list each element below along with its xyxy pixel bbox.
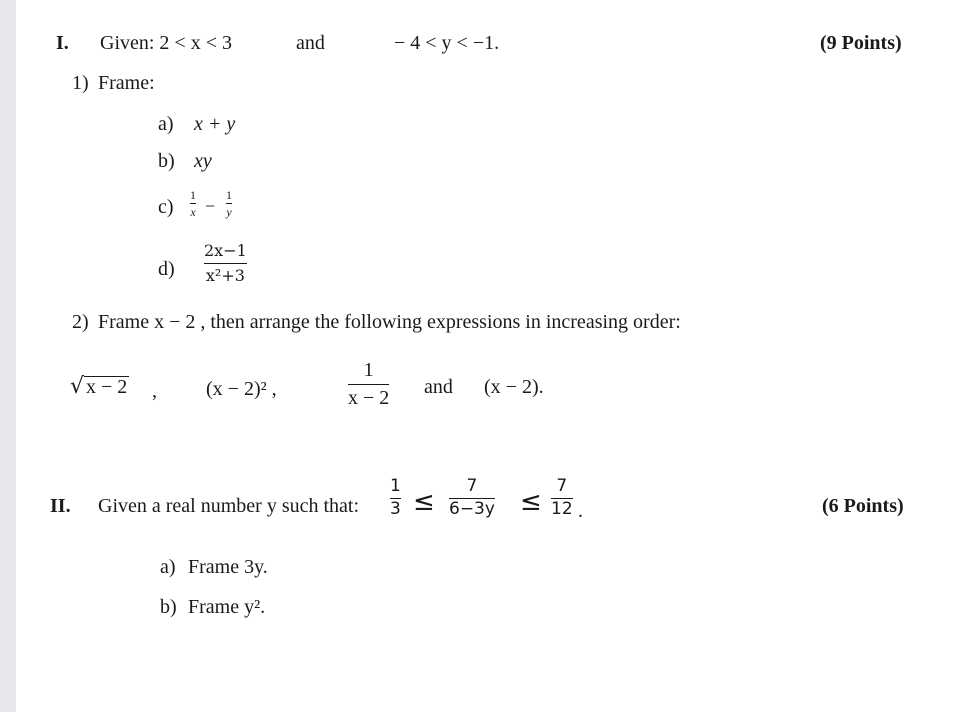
item-c-num-2: 1 (226, 188, 232, 202)
item-c-label: c) (158, 196, 174, 218)
item-a-expr: x + y (194, 113, 236, 135)
expr-sqrt-comma: , (152, 380, 157, 402)
expr-frac-numerator: 1 (363, 359, 374, 381)
item-b-expr: xy (194, 150, 212, 172)
fraction-bar (348, 384, 389, 385)
item-a-label: a) (158, 113, 174, 135)
expr-sqrt-radicand: x − 2 (86, 376, 128, 398)
expr-frac-denominator: x − 2 (348, 387, 390, 409)
section-2-f1-num: 1 (390, 476, 401, 496)
section-1-and: and (296, 32, 325, 54)
section-1-given-x: Given: 2 < x < 3 (100, 32, 232, 54)
section-2-number: II. (50, 495, 71, 517)
expr-last: (x − 2). (484, 376, 544, 398)
fraction-bar (226, 203, 232, 204)
expr-sqrt (70, 376, 129, 398)
section-2-f2-num: 7 (466, 476, 478, 496)
section-2-f3-den: 12 (551, 499, 573, 519)
section-1-given-y: − 4 < y < −1. (394, 32, 500, 54)
fraction-bar (204, 263, 247, 264)
section-1-points: (9 Points) (820, 32, 902, 54)
section-2-period: . (578, 500, 583, 522)
section-1-number: I. (56, 32, 69, 54)
section-2-f3-num: 7 (556, 476, 568, 496)
sqrt-symbol: √ (70, 374, 85, 399)
q2-label: 2) (72, 311, 89, 333)
item-d-numerator: 2x−1 (204, 241, 247, 260)
item-c-den-1: x (190, 205, 196, 219)
section-2-leq-2: ≤ (520, 487, 542, 517)
item-b-label: b) (158, 150, 175, 172)
page-edge-strip (0, 0, 16, 712)
section-2-fraction-2 (449, 478, 495, 518)
expr-reciprocal-fraction (348, 360, 389, 408)
section-2-points: (6 Points) (822, 495, 904, 517)
section-2-item-b-text: Frame y². (188, 596, 266, 618)
item-d-denominator: x²+3 (205, 266, 245, 285)
section-2-fraction-3 (551, 478, 573, 518)
fraction-bar (190, 203, 196, 204)
expr-and: and (424, 376, 453, 398)
q1-label: 1) (72, 72, 89, 94)
section-2-item-b-label: b) (160, 596, 177, 618)
item-c-fraction-2 (226, 189, 232, 218)
item-c-num-1: 1 (190, 188, 196, 202)
section-2-text: Given a real number y such that: (98, 495, 360, 517)
q2-text: Frame x − 2 , then arrange the following expressions in increasing order: (98, 311, 681, 333)
item-c-den-2: y (226, 205, 232, 219)
section-2-leq-1: ≤ (413, 487, 435, 517)
section-2-f1-den: 3 (390, 499, 401, 519)
section-2-f2-den: 6−3y (449, 499, 495, 519)
section-2-item-a-label: a) (160, 556, 176, 578)
item-c-fraction-1 (190, 189, 196, 218)
item-d-fraction (204, 243, 247, 284)
q1-text: Frame: (98, 72, 155, 94)
section-2-item-a-text: Frame 3y. (188, 556, 268, 578)
section-2-fraction-1 (390, 478, 401, 518)
item-d-label: d) (158, 258, 175, 280)
item-c-minus: − (205, 196, 216, 216)
expr-square: (x − 2)² , (206, 378, 277, 400)
